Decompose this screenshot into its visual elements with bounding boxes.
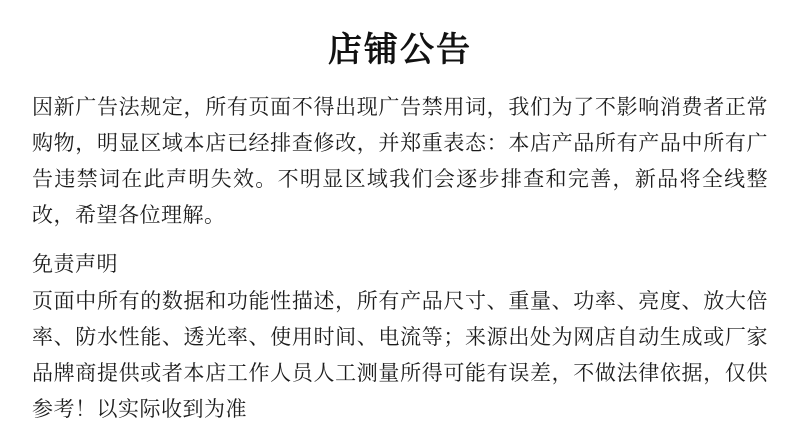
disclaimer-body: 页面中所有的数据和功能性描述，所有产品尺寸、重量、功率、亮度、放大倍率、防水性能、透光率、使用时间、电流等；来源出处为网店自动生成或厂家品牌商提供或者本店工作人员人工测量所得可能有误差，不做法律依据，仅供参考！以实际收到为准 bbox=[32, 288, 768, 421]
disclaimer-heading: 免责声明 bbox=[32, 251, 118, 276]
announcement-paragraph: 因新广告法规定，所有页面不得出现广告禁用词，我们为了不影响消费者正常购物，明显区域本店已经排查修改，并郑重表态：本店产品所有产品中所有广告违禁词在此声明失效。不明显区域我们会逐步排查和完善，新品将全线整改，希望各位理解。 bbox=[32, 94, 768, 227]
page-title: 店铺公告 bbox=[328, 30, 472, 70]
